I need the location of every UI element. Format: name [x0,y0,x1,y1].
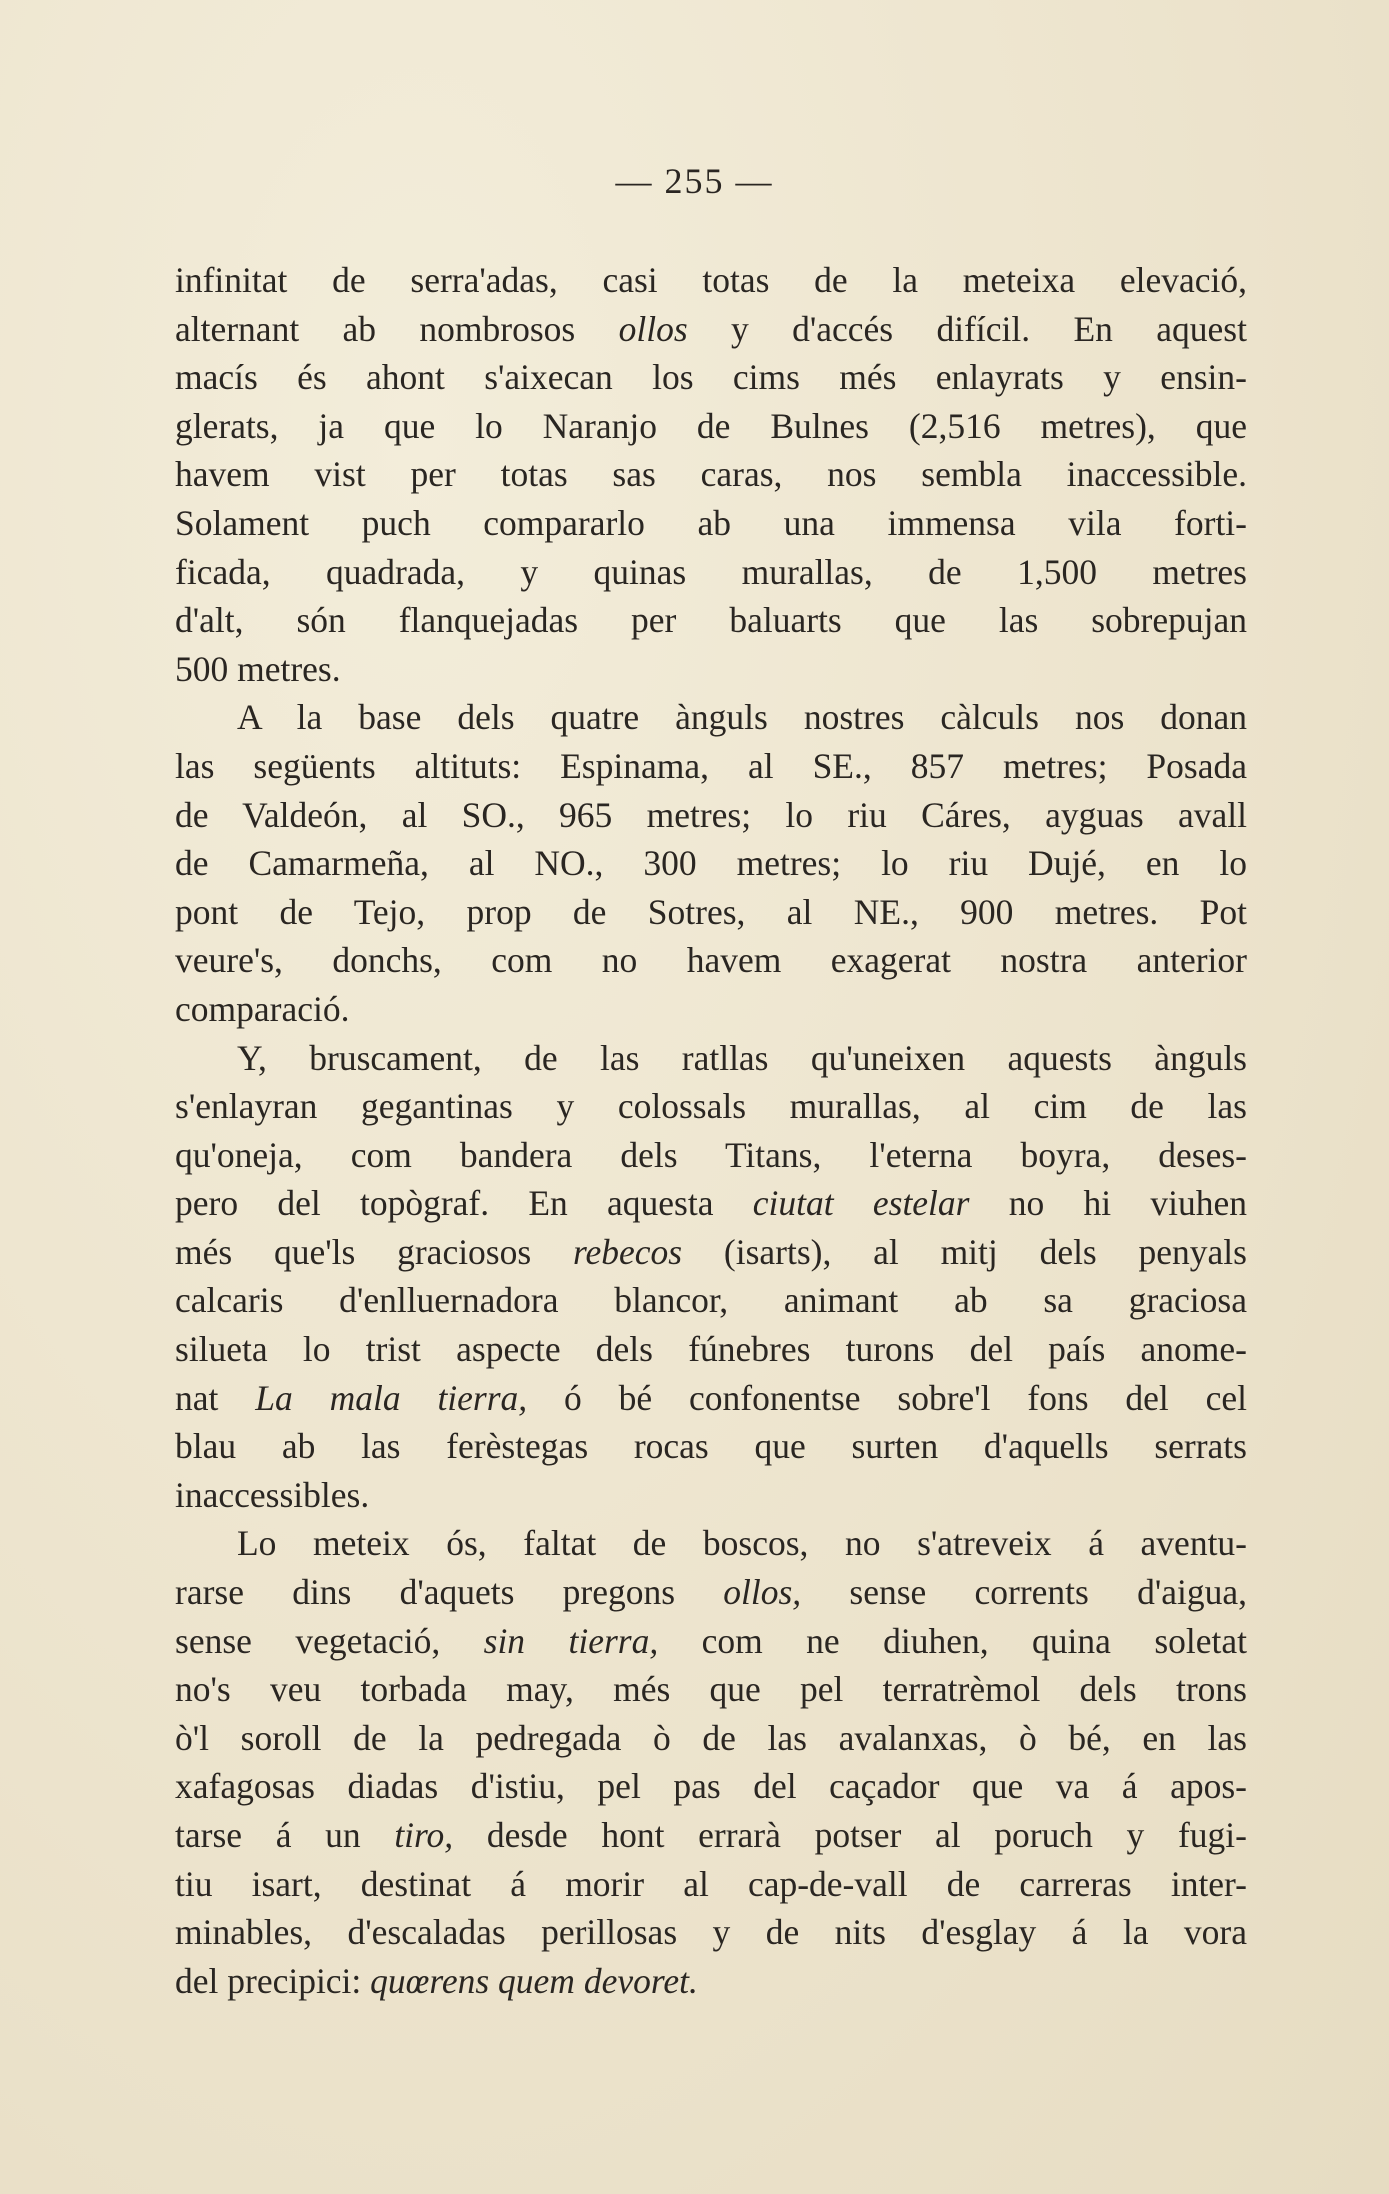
page-number: — 255 — [615,161,774,201]
line-text: no hi viuhen [969,1183,1248,1224]
text-line [175,693,1247,742]
text-line [175,1034,1247,1083]
text-line [175,402,1247,451]
italic-text: sin tierra, [483,1620,659,1661]
line-text: inaccessibles. [175,1474,370,1515]
line-text: ficada, quadrada, y quinas murallas, de 1,500 metres [175,551,1247,592]
text-line [175,596,1247,645]
text-line [175,936,1247,985]
text-line [175,742,1247,791]
line-text: ó bé confonentse sobre'l fons del cel [527,1377,1248,1418]
line-text: xafagosas diadas d'istiu, pel pas del caçador que va á apos- [175,1766,1247,1807]
line-text: Y, bruscament, de las ratllas qu'uneixen aquests ànguls [237,1037,1247,1078]
italic-text: ciutat estelar [752,1183,970,1224]
text-line [175,1860,1247,1909]
line-text: Lo meteix ós, faltat de boscos, no s'atreveix á aventu- [237,1523,1247,1564]
line-text: ò'l soroll de la pedregada ò de las avalanxas, ò bé, en las [175,1717,1247,1758]
italic-text: ollos, [723,1572,802,1613]
text-line [175,985,1247,1034]
line-text: havem vist per totas sas caras, nos sembla inaccessible. [175,454,1247,495]
line-text: tarse á un [175,1815,395,1855]
italic-text: quœrens quem devoret. [370,1960,698,2001]
text-line [175,1617,1247,1666]
text-line [175,1179,1247,1228]
text-line [175,1325,1247,1374]
line-text: blau ab las ferèstegas rocas que surten d'aquells serrats [175,1426,1247,1467]
text-line [175,645,1247,694]
text-line [175,1276,1247,1325]
line-text: minables, d'escaladas perillosas y de nits d'esglay á la vora [175,1912,1247,1953]
line-text: no's veu torbada may, més que pel terratrèmol dels trons [175,1669,1247,1710]
line-text: (isarts), al mitj dels penyals [682,1231,1247,1272]
text-line [175,1714,1247,1763]
line-text: macís és ahont s'aixecan los cims més enlayrats y ensin- [175,357,1247,398]
line-text: s'enlayran gegantinas y colossals murallas, al cim de las [175,1086,1247,1127]
text-line [175,499,1247,548]
text-line [175,888,1247,937]
line-text: tiu isart, destinat á morir al cap-de-vall de carreras inter- [175,1863,1247,1904]
line-text: pero del topògraf. En aquesta [175,1183,753,1224]
line-text: comparació. [175,988,350,1029]
text-line [175,1665,1247,1714]
line-text: 500 metres. [175,648,341,689]
text-line [175,839,1247,888]
line-text: nat [175,1377,256,1418]
line-text: rarse dins d'aquets pregons [175,1572,724,1613]
line-text: sense corrents d'aigua, [801,1572,1247,1613]
line-text: de Valdeón, al SO., 965 metres; lo riu Cáres, ayguas avall [175,794,1247,835]
text-line [175,353,1247,402]
text-line [175,1228,1247,1277]
text-line [175,1082,1247,1131]
line-text: las següents altituts: Espinama, al SE., 857 metres; Posada [175,745,1247,786]
line-text: d'alt, són flanquejadas per baluarts que las sobrepujan [175,600,1247,641]
text-line [175,256,1247,305]
body-text [175,256,1247,2005]
line-text: del precipici: [175,1960,371,2001]
italic-text: ollos [618,308,688,349]
line-text: pont de Tejo, prop de Sotres, al NE., 900 metres. Pot [175,891,1247,932]
line-text: qu'oneja, com bandera dels Titans, l'eterna boyra, deses- [175,1134,1247,1175]
text-line [175,548,1247,597]
line-text: com ne diuhen, quina soletat [658,1620,1247,1661]
text-line [175,1131,1247,1180]
text-line [175,1568,1247,1617]
text-line [175,1811,1247,1860]
line-text: desde hont errarà potser al poruch y fugi- [453,1815,1247,1855]
line-text: infinitat de serra'adas, casi totas de la meteixa elevació, [175,260,1247,300]
line-text: veure's, donchs, com no havem exagerat nostra anterior [175,940,1247,981]
text-line [175,1422,1247,1471]
line-text: calcaris d'enlluernadora blancor, animant ab sa graciosa [175,1280,1247,1321]
line-text: de Camarmeña, al NO., 300 metres; lo riu Dujé, en lo [175,843,1247,884]
line-text: Solament puch compararlo ab una immensa vila forti- [175,502,1247,543]
italic-text: La mala tierra, [255,1377,528,1418]
italic-text: rebecos [573,1231,683,1272]
text-line [175,791,1247,840]
line-text: silueta lo trist aspecte dels fúnebres turons del país anome- [175,1329,1247,1370]
text-line [175,305,1247,354]
italic-text: tiro, [394,1815,454,1855]
line-text: glerats, ja que lo Naranjo de Bulnes (2,516 metres), que [175,405,1247,446]
text-line [175,1471,1247,1520]
line-text: sense vegetació, [175,1620,484,1661]
text-line [175,1762,1247,1811]
text-line [175,1374,1247,1423]
text-line [175,1957,1247,2006]
text-line [175,1519,1247,1568]
text-line [175,1908,1247,1957]
line-text: y d'accés difícil. En aquest [687,308,1247,349]
line-text: A la base dels quatre ànguls nostres càlculs nos donan [237,697,1247,738]
line-text: alternant ab nombrosos [175,308,619,349]
text-line [175,450,1247,499]
line-text: més que'ls graciosos [175,1231,573,1272]
